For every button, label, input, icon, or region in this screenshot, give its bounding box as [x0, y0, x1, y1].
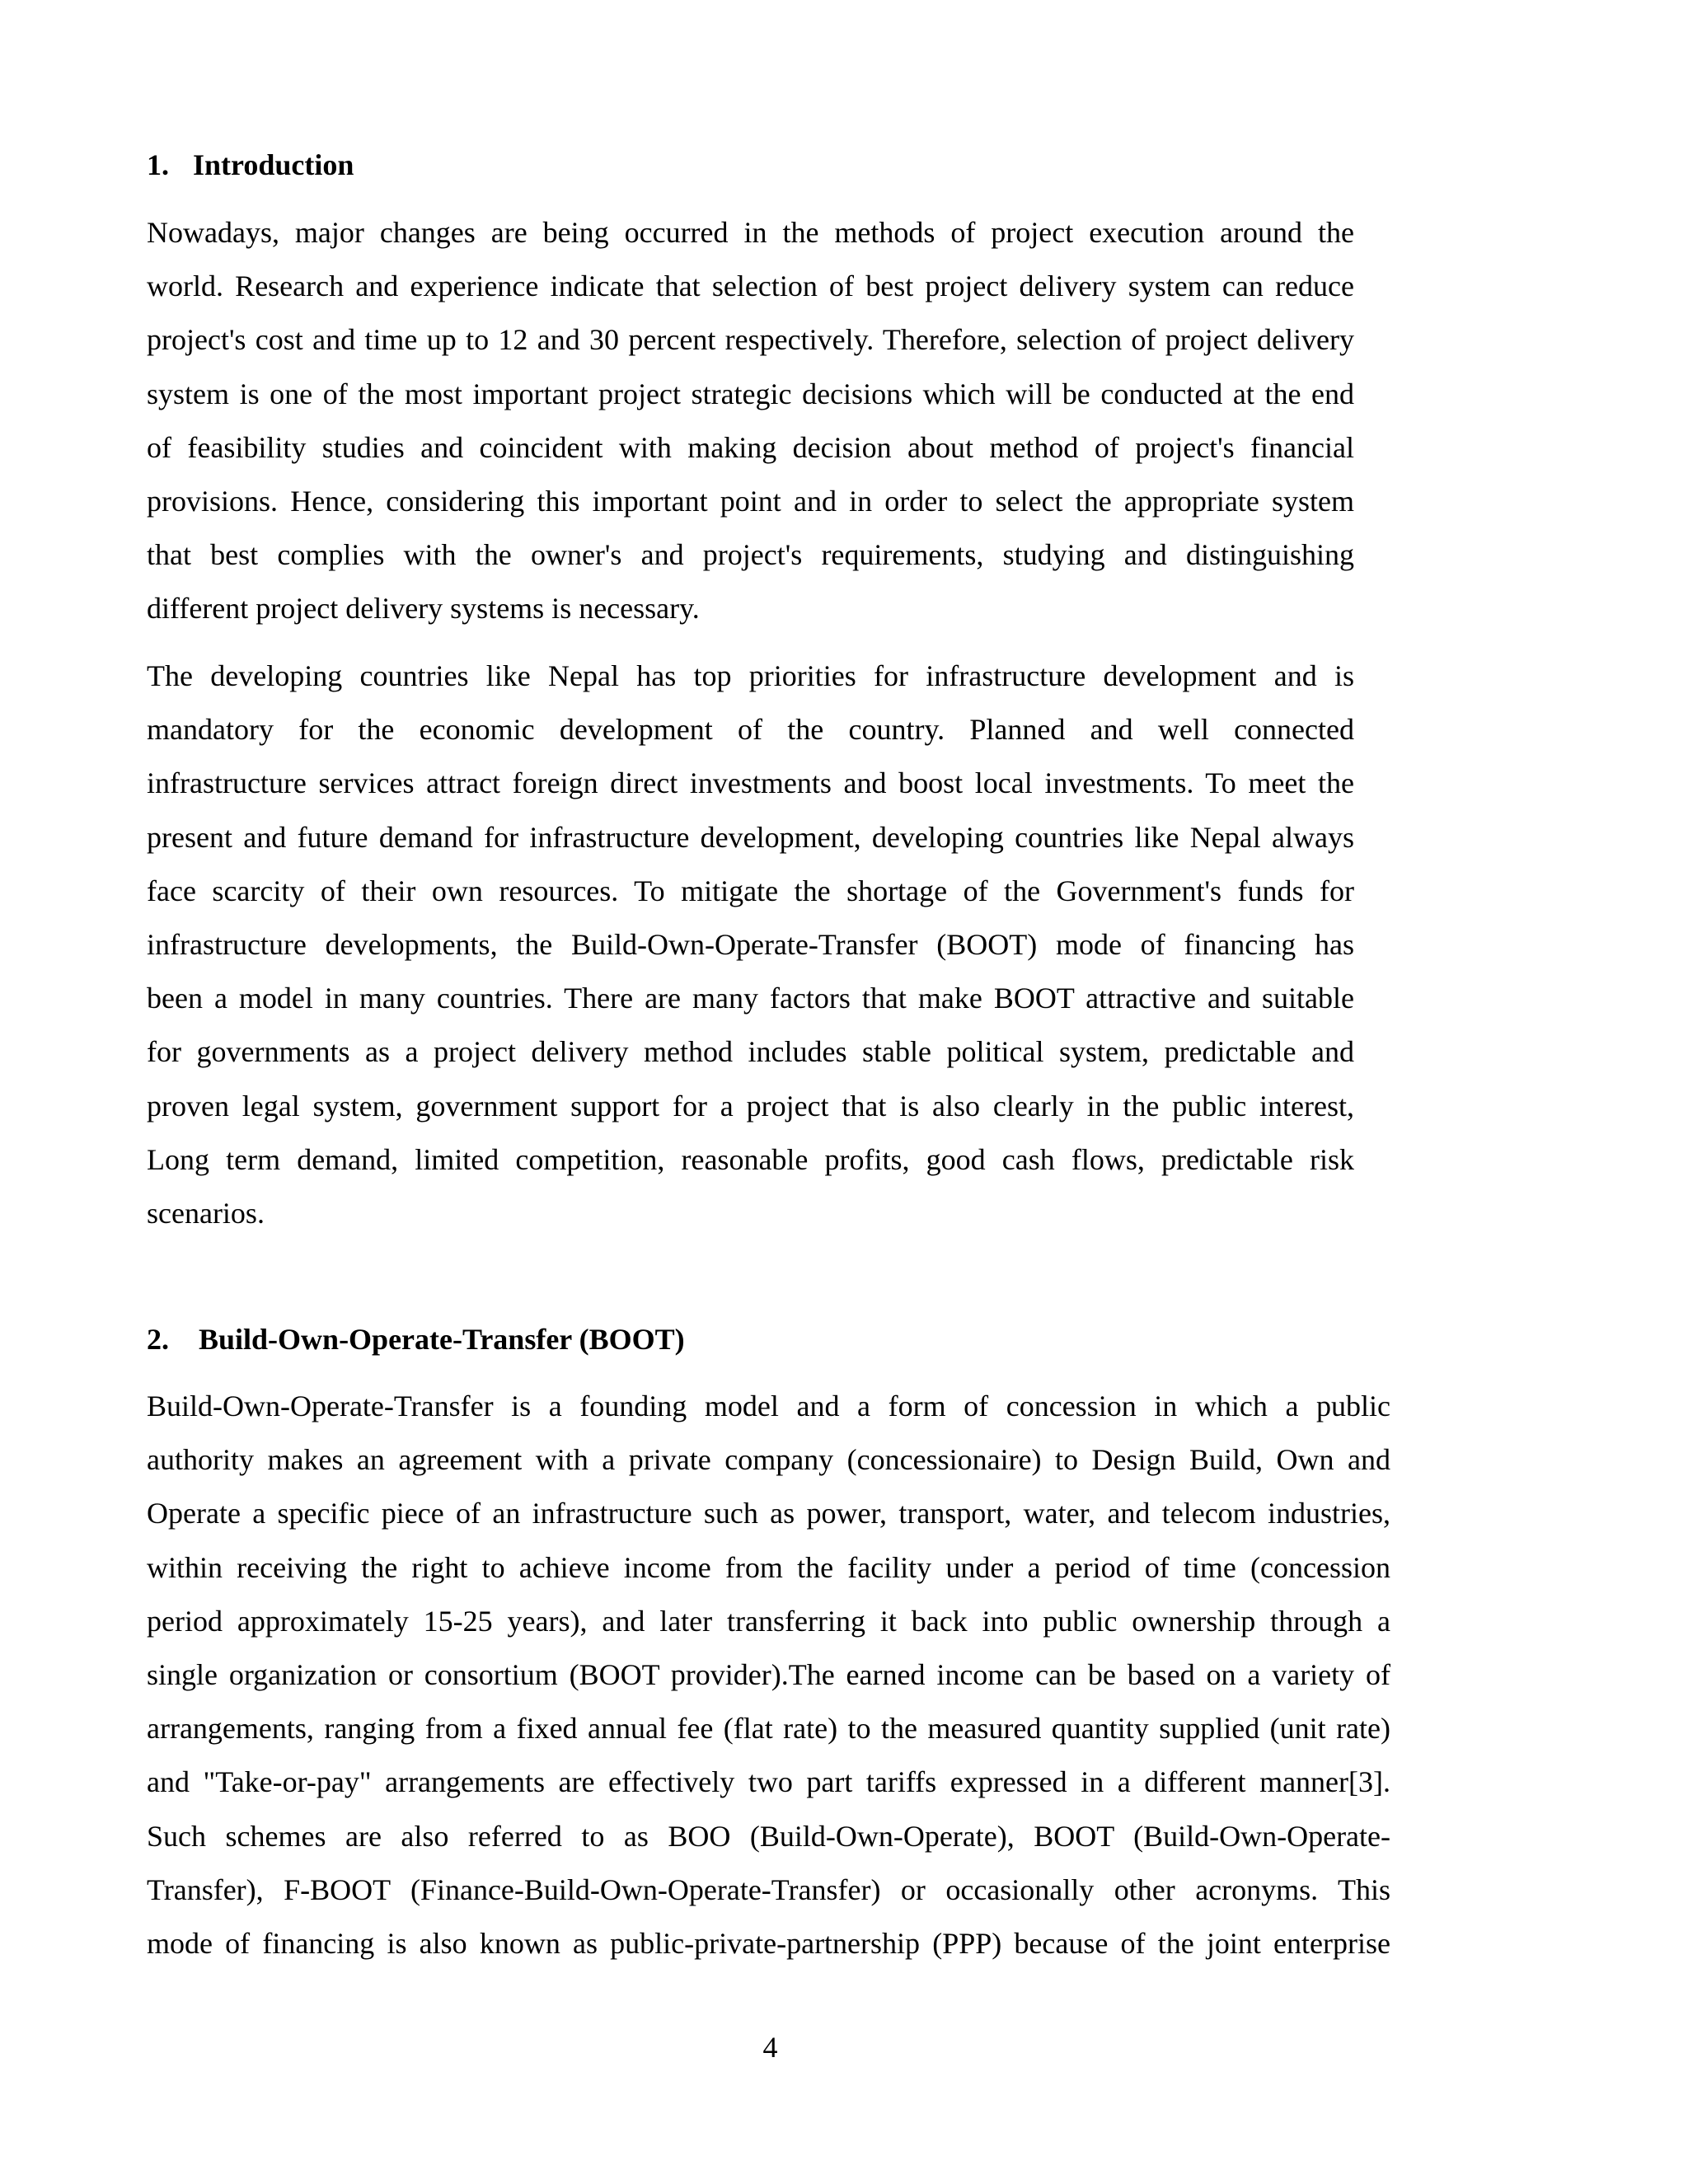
text-line: been a model in many countries. There are many factors that make BOOT attractive and suitable — [147, 982, 1354, 1015]
section-1-number: 1. — [147, 148, 169, 181]
section-2-number: 2. — [147, 1323, 169, 1356]
text-line: system is one of the most important project strategic decisions which will be conducted at the end — [147, 377, 1354, 410]
text-line: proven legal system, government support for a project that is also clearly in the public interest, — [147, 1089, 1354, 1122]
text-line: Nowadays, major changes are being occurred in the methods of project execution around the — [147, 216, 1354, 249]
text-line: of feasibility studies and coincident with making decision about method of project's financial — [147, 430, 1354, 464]
section-2-paragraph-1 — [147, 1380, 1390, 1971]
text-line: infrastructure services attract foreign direct investments and boost local investments. To meet the — [147, 766, 1354, 800]
text-line: project's cost and time up to 12 and 30 percent respectively. Therefore, selection of project delivery — [147, 323, 1354, 357]
text-line: authority makes an agreement with a private company (concessionaire) to Design Build, Own and — [147, 1443, 1390, 1477]
text-line: Operate a specific piece of an infrastructure such as power, transport, water, and telecom industries, — [147, 1497, 1390, 1530]
text-line: that best complies with the owner's and project's requirements, studying and distinguishing — [147, 538, 1354, 572]
text-line: mode of financing is also known as public-private-partnership (PPP) because of the joint enterprise — [147, 1926, 1390, 1960]
section-1-title: Introduction — [193, 148, 354, 181]
page-number: 4 — [762, 2031, 778, 2064]
text-line: infrastructure developments, the Build-Own-Operate-Transfer (BOOT) mode of financing has — [147, 927, 1354, 961]
text-line: Such schemes are also referred to as BOO (Build-Own-Operate), BOOT (Build-Own-Operate- — [147, 1819, 1390, 1853]
text-line: mandatory for the economic development of the country. Planned and well connected — [147, 713, 1354, 747]
text-line: different project delivery systems is necessary. — [147, 592, 700, 626]
text-line: provisions. Hence, considering this important point and in order to select the appropriate system — [147, 484, 1354, 518]
text-line: Long term demand, limited competition, reasonable profits, good cash flows, predictable risk — [147, 1142, 1354, 1176]
text-line: face scarcity of their own resources. To mitigate the shortage of the Government's funds for — [147, 874, 1354, 907]
text-line: and "Take-or-pay" arrangements are effectively two part tariffs expressed in a different manner[3]. — [147, 1765, 1390, 1799]
text-line: period approximately 15-25 years), and later transferring it back into public ownership through a — [147, 1604, 1390, 1638]
section-1-paragraph-2 — [147, 649, 1354, 1240]
text-line: Transfer), F-BOOT (Finance-Build-Own-Operate-Transfer) or occasionally other acronyms. This — [147, 1872, 1390, 1906]
section-2-title: Build-Own-Operate-Transfer (BOOT) — [199, 1323, 685, 1356]
text-line: The developing countries like Nepal has top priorities for infrastructure development and is — [147, 659, 1354, 692]
section-1-paragraph-1 — [147, 206, 1354, 636]
text-line: within receiving the right to achieve income from the facility under a period of time (concession — [147, 1550, 1390, 1584]
text-line: present and future demand for infrastructure development, developing countries like Nepal always — [147, 820, 1354, 854]
section-1-heading — [147, 147, 354, 183]
section-2-heading — [147, 1321, 685, 1357]
text-line: arrangements, ranging from a fixed annual fee (flat rate) to the measured quantity supplied (unit rate) — [147, 1712, 1390, 1746]
text-line: Build-Own-Operate-Transfer is a founding model and a form of concession in which a public — [147, 1390, 1390, 1422]
text-line: for governments as a project delivery method includes stable political system, predictable and — [147, 1035, 1354, 1069]
text-line: single organization or consortium (BOOT provider).The earned income can be based on a variety of — [147, 1657, 1390, 1691]
text-line: world. Research and experience indicate that selection of best project delivery system can reduce — [147, 269, 1354, 303]
text-line: scenarios. — [147, 1196, 265, 1230]
